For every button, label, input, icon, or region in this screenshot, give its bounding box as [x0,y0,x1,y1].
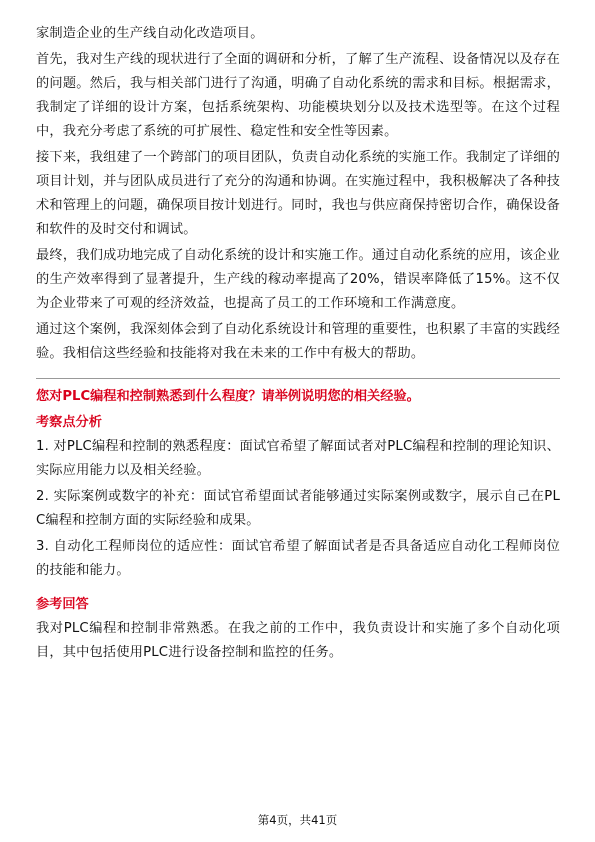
analysis-item: 1. 对PLC编程和控制的熟悉程度：面试官希望了解面试者对PLC编程和控制的理论知识、实际应用能力以及相关经验。 [36,439,560,478]
section-divider [36,378,560,379]
paragraph: 接下来，我组建了一个跨部门的项目团队，负责自动化系统的实施工作。我制定了详细的项目计划，并与团队成员进行了充分的沟通和协调。在实施过程中，我积极解决了各种技术和管理上的问题，确保项目按计划进行。同时，我也与供应商保持密切合作，确保设备和软件的及时交付和调试。 [36,150,560,237]
analysis-item: 3. 自动化工程师岗位的适应性：面试官希望了解面试者是否具备适应自动化工程师岗位的技能和能力。 [36,539,560,578]
question-heading: 您对PLC编程和控制熟悉到什么程度？请举例说明您的相关经验。 [36,389,420,404]
paragraph: 首先，我对生产线的现状进行了全面的调研和分析，了解了生产流程、设备情况以及存在的问题。然后，我与相关部门进行了沟通，明确了自动化系统的需求和目标。根据需求，我制定了详细的设计方案，包括系统架构、功能模块划分以及技术选型等。在这个过程中，我充分考虑了系统的可扩展性、稳定性和安全性等因素。 [36,52,560,139]
reference-paragraph: 我对PLC编程和控制非常熟悉。在我之前的工作中，我负责设计和实施了多个自动化项目，其中包括使用PLC进行设备控制和监控的任务。 [36,621,560,660]
analysis-heading: 考察点分析 [36,415,102,430]
paragraph: 通过这个案例，我深刻体会到了自动化系统设计和管理的重要性，也积累了丰富的实践经验。我相信这些经验和技能将对我在未来的工作中有极大的帮助。 [36,322,560,361]
analysis-item: 2. 实际案例或数字的补充：面试官希望面试者能够通过实际案例或数字，展示自己在PLC编程和控制方面的实际经验和成果。 [36,489,560,528]
document-page [36,22,560,665]
paragraph: 家制造企业的生产线自动化改造项目。 [36,26,264,41]
paragraph: 最终，我们成功地完成了自动化系统的设计和实施工作。通过自动化系统的应用，该企业的生产效率得到了显著提升，生产线的稼动率提高了20%，错误率降低了15%。这不仅为企业带来了可观的经济效益，也提高了员工的工作环境和工作满意度。 [36,248,560,311]
page-number: 第4页，共41页 [257,813,338,827]
reference-heading: 参考回答 [36,597,89,612]
